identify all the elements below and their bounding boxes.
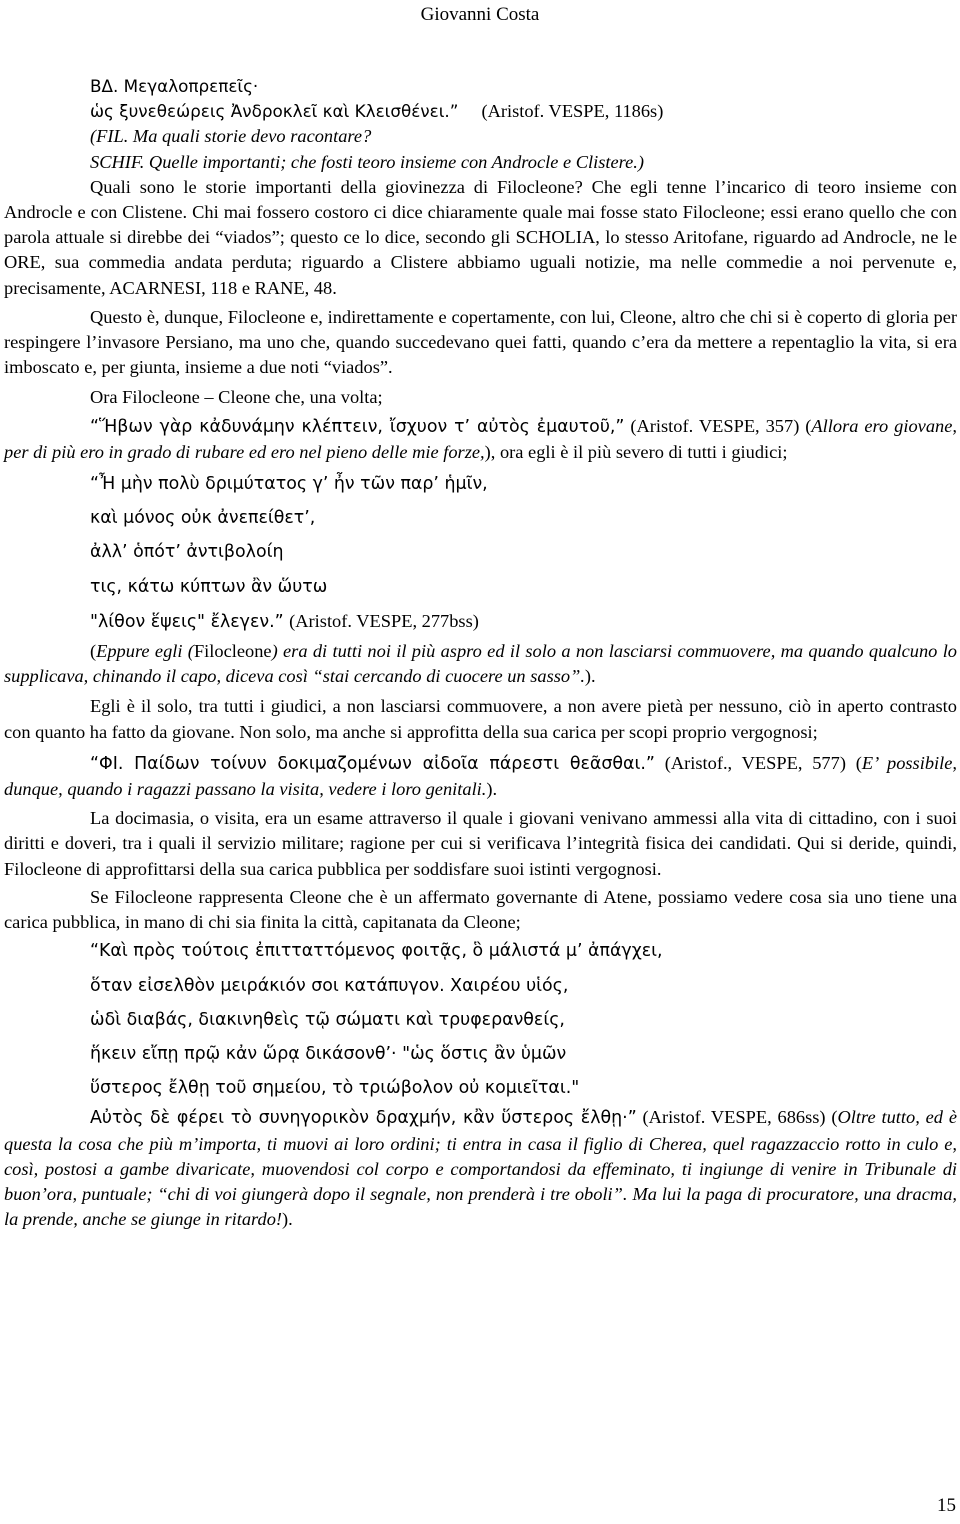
greek-verse: ὡς ξυνεθεώρεις Ἀνδροκλεῖ καὶ Κλεισθένει.” (90, 101, 459, 122)
translation: Oltre tutto, ed è questa la cosa che più m’importa, ti muovi ai loro ordini; ti entra in casa il figlio di Cherea, quel ragazzaccio rotto in culo e, così, postosi a gambe divaricate, muovendosi col corpo e comportandosi da effeminato, ti ingiunge di venire in Tribunale di buon’ora, puntuale; “chi di voi giungerà dopo il segnale, non prenderà i tre oboli”. Ma lui la paga di procuratore, una dracma, la prende, anche se giunge in ritardo! (4, 1107, 957, 1230)
greek-line: “Καὶ πρὸς τούτοις ἐπιτταττόμενος φοιτᾷς, ὃ μάλιστά μ’ ἀπάγχει, (90, 941, 663, 962)
verse-line (4, 99, 957, 124)
greek-line: “Ἦ μὴν πολὺ δριμύτατος γ’ ἦν τῶν παρ’ ἡμῖν, (90, 474, 488, 495)
paragraph-3-intro: Ora Filocleone – Cleone che, una volta; (90, 387, 383, 408)
greek-line: ὅταν εἰσελθὸν μειράκιόν σοι κατάπυγον. Χαιρέου υἱός, (90, 975, 569, 996)
paragraph-3-tail: ), ora egli è il più severo di tutti i giudici; (484, 441, 788, 462)
greek-quote: “ΦΙ. Παίδων τοίνυν δοκιμαζομένων αἰδοῖα πάρεστι θεᾶσθαι.” (90, 753, 655, 774)
paren: ). (486, 779, 498, 800)
paragraph-3 (4, 414, 957, 465)
translation-fil: (FIL. Ma quali storie devo racontare? (90, 126, 372, 147)
greek-quote: “Ἥβων γὰρ κἀδυνάμην κλέπτειν, ἴσχυον τ’ αὐτὸς ἐμαυτοῦ,” (90, 416, 625, 437)
greek-line: ὕστερος ἔλθῃ τοῦ σημείου, τὸ τριώβολον οὐ κομιεῖται." (90, 1078, 580, 1099)
greek-line-with-citation (4, 609, 957, 635)
paragraph-6 (4, 751, 957, 802)
greek-quote-block-1 (4, 472, 957, 635)
translation: E’ possibile, dunque, quando i ragazzi passano la visita, vedere i loro genitali. (4, 752, 957, 800)
paragraph-5: Egli è il solo, tra tutti i giudici, a non lasciarsi commuovere, a non avere pietà per nessuno, ciò in aperto contrasto con quanto ha fatto da giovane. Non solo, ma anche si approfitta della sua carica per scopi proprio vergognosi; (4, 696, 957, 742)
translation: Eppure egli ( (96, 641, 194, 662)
citation: (Aristof. VESPE, 357) ( (630, 415, 812, 436)
paragraph-2: Questo è, dunque, Filocleone e, indirettamente e copertamente, con lui, Cleone, altro che chi si è coperto di gloria per respingere l’invasore Persiano, ma uno che, quando succedevano quei fatti, quando c’era da mettere a repentaglio la vita, si era imboscato e, per giunta, insieme a due noti “viados”. (4, 306, 957, 378)
paren: ). (584, 666, 596, 687)
citation: (Aristof. VESPE, 1186s) (481, 101, 664, 122)
greek-quote-block-2 (4, 939, 957, 1101)
greek-line: ὡδὶ διαβάς, διακινηθεὶς τῷ σώματι καὶ τρυφερανθείς, (90, 1009, 565, 1030)
greek-line: καὶ μόνος οὐκ ἀνεπείθετ’, (90, 508, 316, 529)
paragraph-9 (4, 1105, 957, 1232)
page-content (4, 74, 957, 1232)
paragraph-1: Quali sono le storie importanti della giovinezza di Filocleone? Che egli tenne l’incarico di teoro insieme con Androcle e con Clistene. Chi mai fossero costoro ci dice chiaramente quale mai fosse stato Filocleone; essi erano quello che con parola attuale si direbbe dei “viados”; questo ce lo dice, secondo gli SCHOLIA, lo stesso Aritofane, riguardo ad Androcle, ne le ORE, sua commedia andata perduta; riguardo a Clistere abbiamo uguali notizie, ma nelle commedie a noi pervenute e, precisamente, ACARNESI, 118 e RANE, 48. (4, 176, 957, 298)
paragraph-7: La docimasia, o visita, era un esame attraverso il quale i giovani venivano ammessi alla vita di cittadino, con i suoi diritti e doveri, tra i quali il servizio militare; ragione per cui si verificava l’integrità fisica dei candidati. Qui si deride, quindi, Filocleone di approfittarsi della sua carica pubblica per soddisfare suoi istinti vergognosi. (4, 808, 957, 879)
page-number: 15 (937, 1494, 956, 1516)
translation: Allora ero giovane, per di più ero in grado di rubare ed ero nel pieno delle mie forze, (4, 415, 957, 462)
speaker-line: BΔ. Μεγαλοπρεπεῖς· (90, 76, 259, 96)
paren: ( (90, 641, 97, 662)
greek-line: τις, κάτω κύπτων ἂν ὥυτω (90, 576, 328, 597)
greek-line: ἀλλ’ ὁπότ’ ἀντιβολοίη (90, 542, 284, 563)
paragraph-8: Se Filocleone rappresenta Cleone che è un affermato governante di Atene, possiamo vedere cosa sia uno tiene una carica pubblica, in mano di chi sia finita la città, capitanata da Cleone; (4, 886, 957, 933)
citation: (Aristof. VESPE, 686ss) ( (642, 1107, 838, 1128)
greek-line: "λίθον ἕψεις" ἔλεγεν.” (90, 611, 284, 632)
paren: ). (282, 1209, 293, 1230)
running-header: Giovanni Costa (420, 4, 540, 25)
citation: (Aristof. VESPE, 277bss) (289, 610, 479, 631)
translation-schif: SCHIF. Quelle importanti; che fosti teoro insieme con Androcle e Clistere.) (90, 151, 645, 172)
name: Filocleone (193, 641, 272, 662)
greek-quote: Αὐτὸς δὲ φέρει τὸ συνηγορικὸν δραχμήν, κἂν ὕστερος ἔλθῃ·” (90, 1108, 637, 1129)
greek-line: ἥκειν εἴπῃ πρῷ κἀν ὥρᾳ δικάσονθ’· "ὡς ὅστις ἂν ὑμῶν (90, 1043, 567, 1064)
paragraph-4 (4, 639, 957, 689)
citation: (Aristof., VESPE, 577) ( (664, 752, 862, 773)
translation: ) era di tutti noi il più aspro ed il solo a non lasciarsi commuovere, ma quando qualcuno lo supplicava, chinando il capo, diceva così “stai cercando di cuocere un sasso”. (4, 641, 957, 687)
